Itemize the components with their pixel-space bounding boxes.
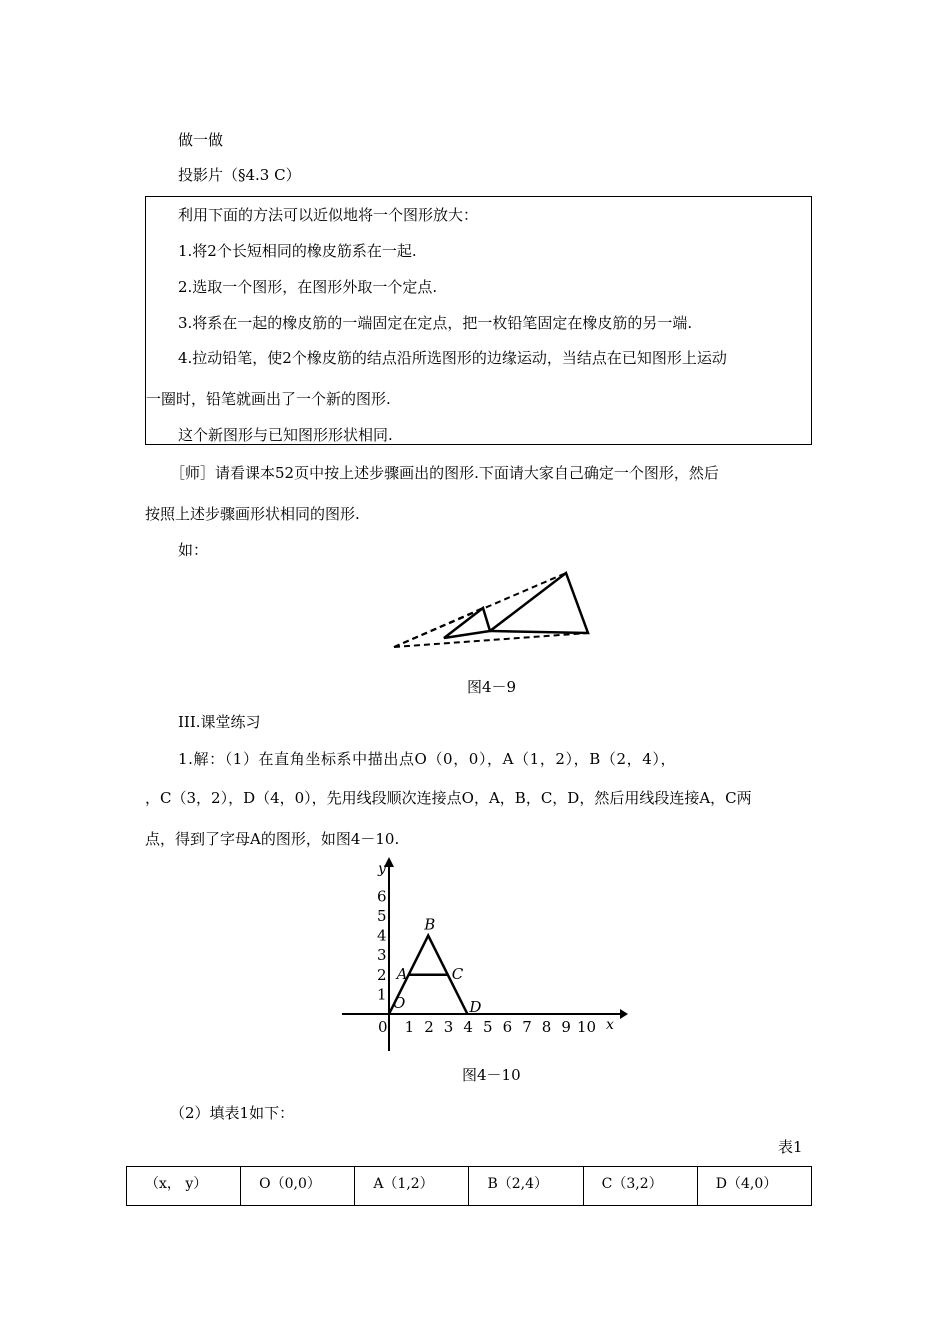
table-cell: A（1,2） <box>355 1167 469 1206</box>
table-row <box>127 1167 812 1206</box>
large-triangle <box>490 573 588 633</box>
table-cell: O（0,0） <box>241 1167 355 1206</box>
box-step-4-line2: 一圈时，铅笔就画出了一个新的图形. <box>146 390 391 408</box>
box-step-1: 1.将2个长短相同的橡皮筋系在一起. <box>178 242 417 260</box>
table-cell: C（3,2） <box>583 1167 697 1206</box>
x-tick-label: 5 <box>483 1018 493 1036</box>
y-tick-label: 4 <box>377 926 387 945</box>
figure-4-9-caption: 图4－9 <box>467 678 517 696</box>
point-label-d: D <box>469 998 482 1016</box>
example-label: 如： <box>178 541 209 559</box>
fill-table-text: （2）填表1如下： <box>170 1104 295 1122</box>
x-axis-arrow <box>620 1009 628 1019</box>
x-tick-label: 9 <box>561 1018 571 1036</box>
figure-4-9 <box>390 567 595 652</box>
dashed-rays <box>394 573 588 647</box>
y-tick-label: 6 <box>377 887 387 906</box>
x-tick-label: 6 <box>502 1018 513 1036</box>
point-label-a: A <box>396 964 408 983</box>
x-tick-label: 0 <box>378 1018 388 1036</box>
coordinate-table <box>126 1166 812 1206</box>
solution-line-2: ，C（3，2），D（4，0），先用线段顺次连接点O，A，B，C，D，然后用线段连接A，C两 <box>145 789 752 807</box>
x-tick-label: 3 <box>443 1018 454 1036</box>
x-tick-label: 4 <box>463 1018 473 1036</box>
box-step-3: 3.将系在一起的橡皮筋的一端固定在定点，把一枚铅笔固定在橡皮筋的另一端. <box>178 314 693 332</box>
section-title: III.课堂练习 <box>178 713 261 731</box>
point-label-c: C <box>451 964 464 983</box>
x-axis-label: x <box>606 1017 614 1033</box>
x-tick-label: 2 <box>424 1018 434 1036</box>
x-tick-label: 7 <box>522 1018 532 1036</box>
table-cell: （x， y） <box>127 1167 241 1206</box>
y-axis-label: y <box>378 861 386 877</box>
y-tick-label: 1 <box>377 985 387 1004</box>
figure-4-10 <box>330 855 630 1055</box>
teacher-line-2: 按照上述步骤画形状相同的图形. <box>145 505 360 523</box>
solution-line-3: 点，得到了字母A的图形，如图4－10. <box>145 830 400 848</box>
point-label-o: O <box>393 994 406 1012</box>
table-cell: D（4,0） <box>697 1167 811 1206</box>
box-step-2: 2.选取一个图形，在图形外取一个定点. <box>178 278 438 296</box>
x-tick-label: 10 <box>577 1018 597 1036</box>
box-intro: 利用下面的方法可以近似地将一个图形放大： <box>178 206 479 224</box>
teacher-line-1: ［师］请看课本52页中按上述步骤画出的图形.下面请大家自己确定一个图形，然后 <box>170 464 719 482</box>
solution-line-1: 1.解：（1）在直角坐标系中描出点O（0，0），A（1，2），B（2，4）， <box>178 750 677 768</box>
y-tick-label: 2 <box>377 965 387 984</box>
figure-4-10-caption: 图4－10 <box>462 1066 521 1084</box>
table-label: 表1 <box>778 1138 803 1156</box>
point-label-b: B <box>424 915 436 934</box>
y-tick-label: 5 <box>377 907 387 925</box>
heading-do: 做一做 <box>178 131 224 149</box>
box-step-4-line1: 4.拉动铅笔，使2个橡皮筋的结点沿所选图形的边缘运动，当结点在已知图形上运动 <box>178 349 727 367</box>
y-tick-label: 3 <box>377 946 387 965</box>
x-tick-label: 8 <box>541 1018 552 1036</box>
slide-label: 投影片（§4.3 C） <box>178 166 301 184</box>
x-tick-label: 1 <box>404 1018 415 1036</box>
table-cell: B（2,4） <box>469 1167 583 1206</box>
box-conclusion: 这个新图形与已知图形形状相同. <box>178 426 393 444</box>
